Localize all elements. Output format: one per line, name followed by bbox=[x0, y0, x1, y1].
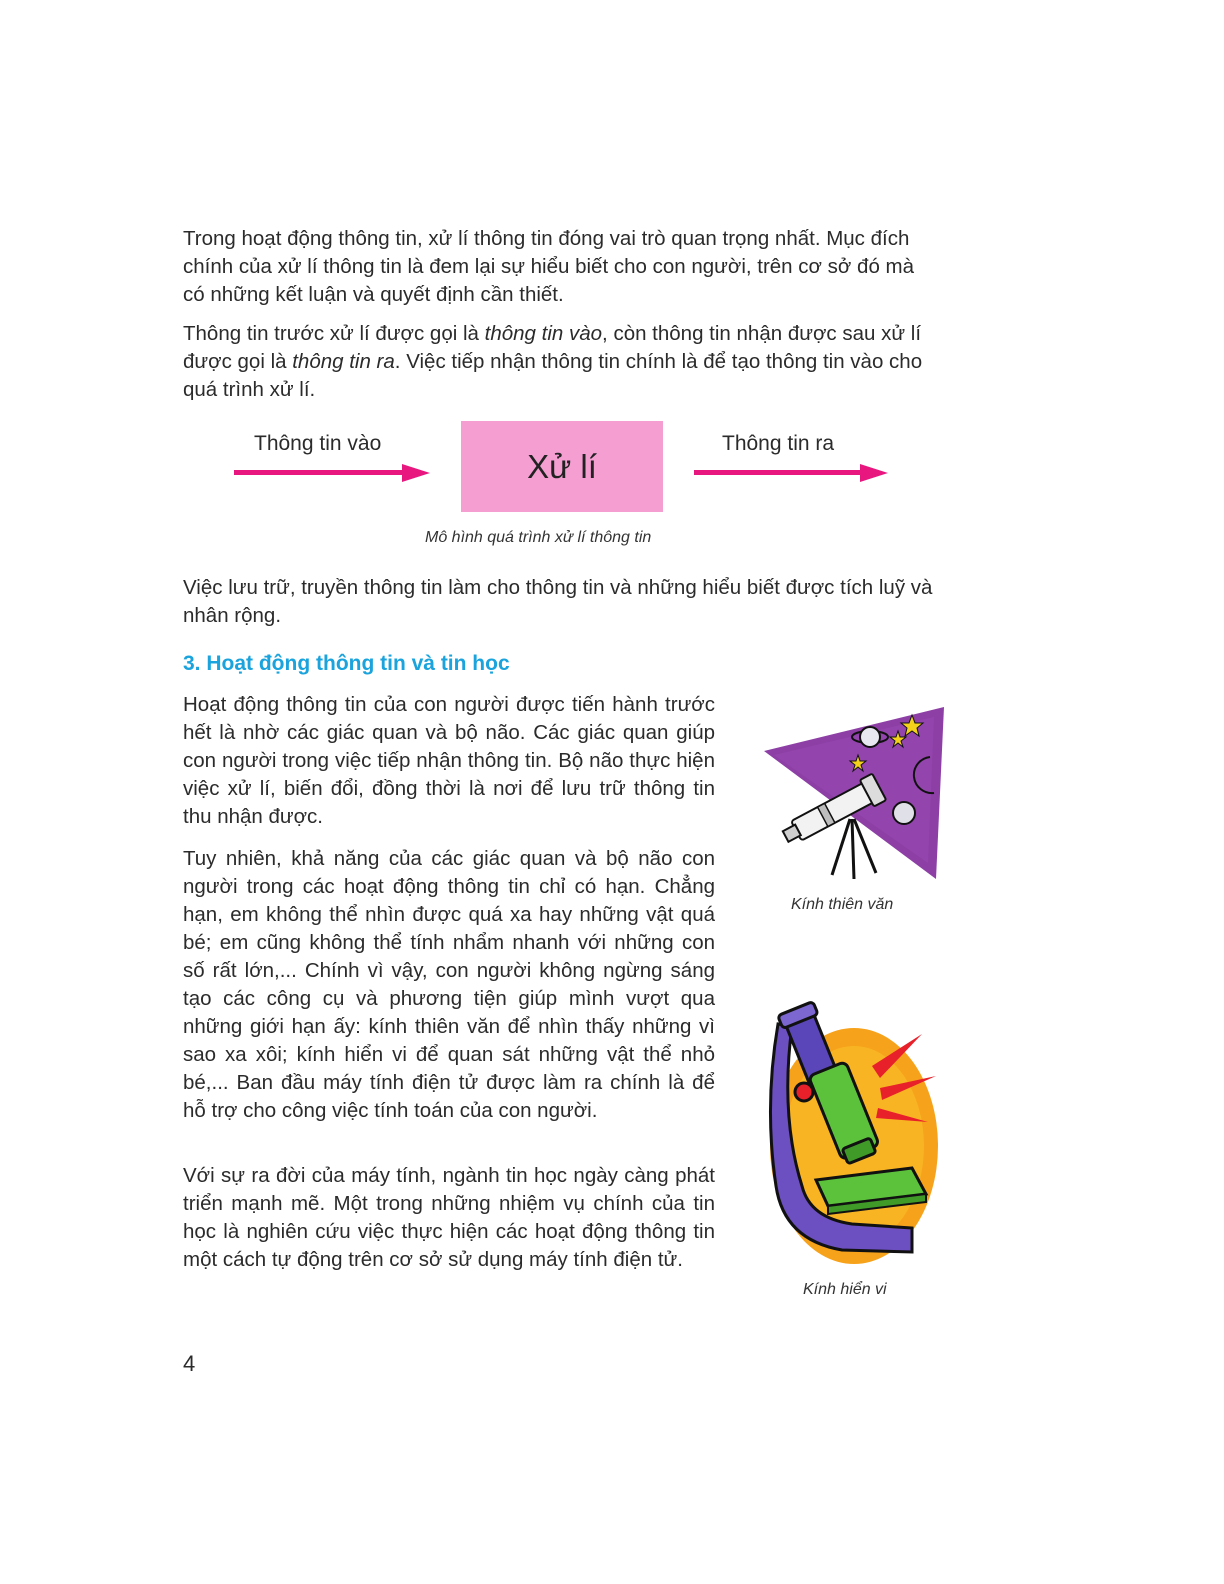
input-label: Thông tin vào bbox=[254, 432, 382, 455]
paragraph-senses: Hoạt động thông tin của con người được tiến hành trước hết là nhờ các giác quan và bộ não. Các giác quan giúp con người trong việc tiếp nhận thông tin. Bộ não thực hiện việc xử lí, biến đổi, đồng thời là nơi để lưu trữ thông tin thu nhận được. bbox=[183, 693, 715, 828]
input-arrow-icon bbox=[402, 464, 430, 482]
microscope-caption: Kính hiển vi bbox=[803, 1281, 887, 1298]
p2-text-a: Thông tin trước xử lí được gọi là bbox=[183, 322, 485, 345]
term-input-info: thông tin vào bbox=[484, 322, 603, 345]
paragraph-input-output bbox=[183, 320, 940, 404]
process-box bbox=[461, 421, 663, 512]
process-label: Xử lí bbox=[527, 447, 597, 485]
telescope-figure bbox=[762, 703, 946, 890]
telescope-caption: Kính thiên văn bbox=[791, 896, 894, 913]
telescope-icon bbox=[762, 703, 946, 885]
output-arrow-icon bbox=[860, 464, 888, 482]
microscope-figure bbox=[762, 996, 942, 1277]
paragraph-processing-role: Trong hoạt động thông tin, xử lí thông tin đóng vai trò quan trọng nhất. Mục đích chính của xử lí thông tin là đem lại sự hiểu biết cho con người, trên cơ sở đó mà có những kết luận và quyết định cần thiết. bbox=[183, 227, 915, 306]
output-arrow-shaft bbox=[694, 470, 864, 475]
diagram-caption: Mô hình quá trình xử lí thông tin bbox=[425, 529, 652, 546]
term-output-info: thông tin ra bbox=[292, 350, 395, 373]
input-arrow-shaft bbox=[234, 470, 406, 475]
p2-text-c: , còn thông tin nhận được sau xử lí được gọi là bbox=[183, 322, 922, 373]
paragraph-limits: Tuy nhiên, khả năng của các giác quan và bộ não con người trong các hoạt động thông tin chỉ có hạn. Chẳng hạn, em không thể nhìn được quá xa hay những vật quá bé; em cũng không thể tính nhẩm nhanh với những con số rất lớn,... Chính vì vậy, con người không ngừng sáng tạo các công cụ và phương tiện giúp mình vượt qua những giới hạn ấy: kính thiên văn để nhìn thấy những vì sao xa xôi; kính hiển vi để quan sát những vật thể nhỏ bé,... Ban đầu máy tính điện tử được làm ra chính là để hỗ trợ cho công việc tính toán của con người. bbox=[183, 847, 715, 1122]
microscope-icon bbox=[762, 996, 942, 1272]
section-heading: 3. Hoạt động thông tin và tin học bbox=[183, 652, 510, 675]
page-number: 4 bbox=[183, 1351, 196, 1376]
output-label: Thông tin ra bbox=[722, 432, 835, 455]
p2-text-e: . Việc tiếp nhận thông tin chính là để tạo thông tin vào cho quá trình xử lí. bbox=[183, 350, 923, 401]
paragraph-storage: Việc lưu trữ, truyền thông tin làm cho thông tin và những hiểu biết được tích luỹ và nhân rộng. bbox=[183, 576, 933, 627]
paragraph-informatics: Với sự ra đời của máy tính, ngành tin học ngày càng phát triển mạnh mẽ. Một trong những nhiệm vụ chính của tin học là nghiên cứu việc thực hiện các hoạt động thông tin một cách tự động trên cơ sở sử dụng máy tính điện tử. bbox=[183, 1164, 715, 1271]
